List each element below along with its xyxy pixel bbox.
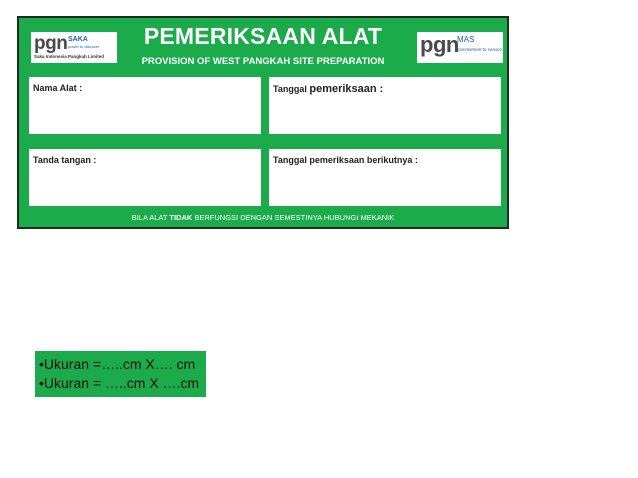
tanggal-berikutnya-label: Tanggal pemeriksaan berikutnya : xyxy=(273,155,418,165)
size-box xyxy=(35,351,206,397)
logo-left-main: pgn xyxy=(34,33,68,54)
tanggal-berikutnya-field[interactable] xyxy=(269,149,501,206)
warning-text xyxy=(19,213,507,222)
logo-left-name: SAKA xyxy=(68,36,88,43)
tanda-tangan-label: Tanda tangan : xyxy=(33,155,97,165)
tanda-tangan-field[interactable] xyxy=(29,149,261,206)
warning-before: BILA ALAT xyxy=(131,213,170,222)
tanggal-pemeriksaan-field[interactable] xyxy=(269,77,501,134)
logo-right-name: MAS xyxy=(457,35,475,44)
logo-right-tagline: commitment to service xyxy=(457,47,503,52)
tanggal-pemeriksaan-label xyxy=(273,83,383,95)
logo-right-main: pgn xyxy=(420,32,459,57)
tanggal-suffix: pemeriksaan : xyxy=(309,83,384,95)
size-line: •Ukuran = …..cm X ….cm xyxy=(39,375,200,391)
nama-alat-label: Nama Alat : xyxy=(33,83,83,93)
warning-bold: TIDAK xyxy=(169,213,193,222)
warning-after: BERFUNGSI DENGAN SEMESTINYA HUBUNGI MEKANIK xyxy=(192,213,395,222)
page-subtitle: PROVISION OF WEST PANGKAH SITE PREPARATION xyxy=(141,56,385,67)
tanggal-prefix: Tanggal xyxy=(273,84,307,94)
size-line: •Ukuran =…..cm X…. cm xyxy=(39,356,196,372)
logo-left-tagline: power to discover xyxy=(68,44,100,49)
nama-alat-field[interactable] xyxy=(29,77,261,134)
inspection-label xyxy=(17,16,509,229)
logo-left-company: Saka Indonesia Pangkah Limited xyxy=(34,54,105,59)
page-title: PEMERIKSAAN ALAT xyxy=(143,23,383,49)
pgn-mas-logo xyxy=(417,32,503,63)
